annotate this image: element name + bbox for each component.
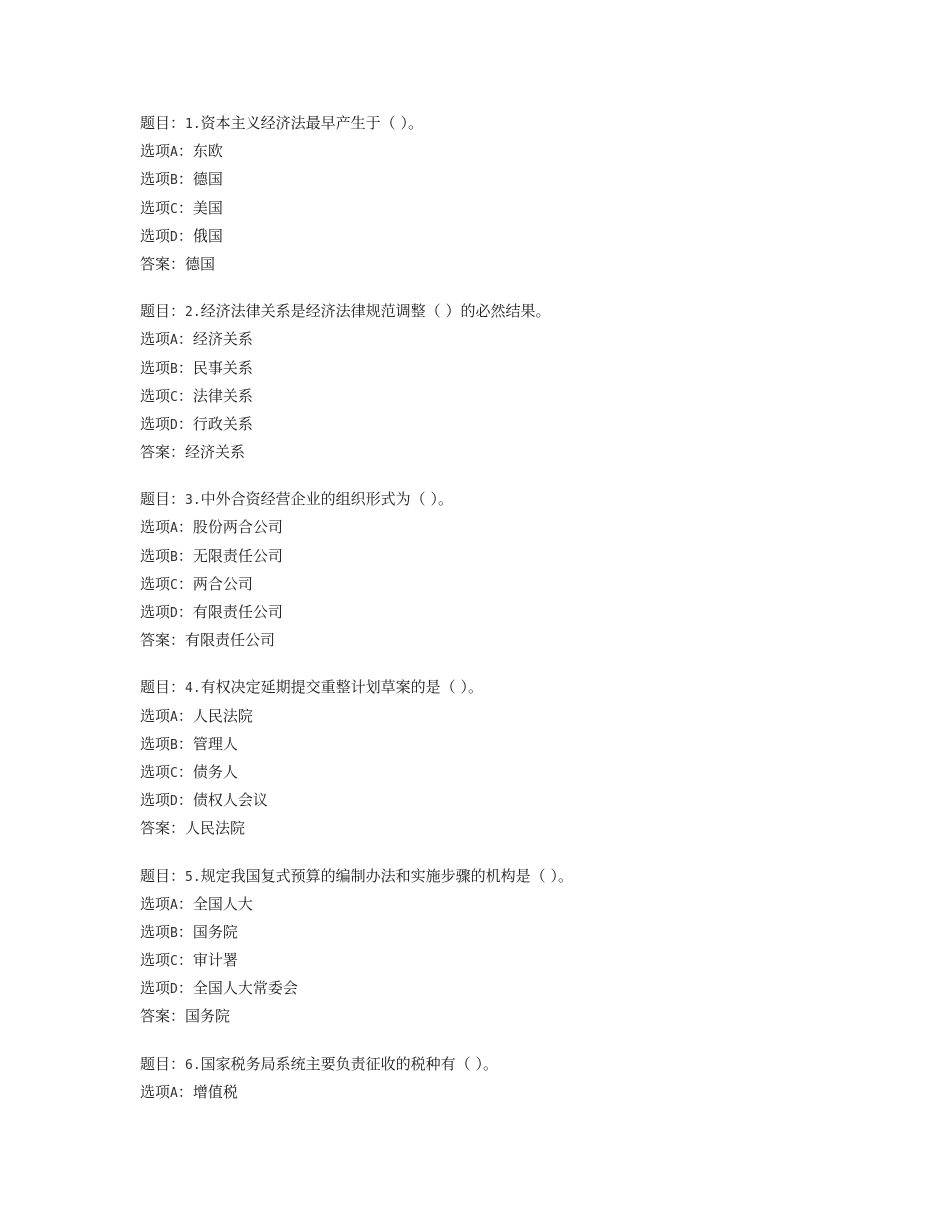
answer-line: [140, 1002, 900, 1030]
option-line: [140, 137, 900, 165]
answer-text: 德国: [185, 254, 216, 273]
option-line: [140, 890, 900, 918]
option-line: [140, 918, 900, 946]
option-colon: ：: [177, 922, 193, 941]
option-prefix: 选项: [140, 226, 171, 245]
question-text: 资本主义经济法最早产生于（ ）。: [200, 114, 423, 132]
option-text: 全国人大常委会: [192, 979, 298, 998]
answer-prefix: 答案：: [140, 443, 186, 462]
option-letter: C: [170, 765, 178, 781]
option-line: [140, 165, 900, 193]
question-line: [140, 109, 900, 137]
option-prefix: 选项: [140, 574, 171, 593]
question-number: 6.: [185, 1057, 201, 1073]
option-text: 全国人大: [192, 894, 253, 913]
option-colon: ：: [177, 386, 193, 405]
option-colon: ：: [177, 734, 193, 753]
question-number: 1.: [185, 117, 201, 132]
answer-text: 经济关系: [185, 443, 246, 462]
question-block: [140, 1050, 900, 1106]
option-colon: ：: [177, 198, 193, 217]
option-line: [140, 974, 900, 1002]
question-block: [140, 862, 900, 1031]
option-colon: ：: [177, 142, 193, 161]
option-line: [140, 325, 900, 353]
option-text: 法律关系: [192, 386, 253, 405]
option-prefix: 选项: [140, 198, 171, 217]
question-line: [140, 485, 900, 513]
option-letter: A: [170, 145, 178, 161]
answer-text: 人民法院: [185, 819, 246, 838]
question-text: 中外合资经营企业的组织形式为（ ）。: [200, 490, 453, 509]
option-letter: D: [170, 229, 178, 245]
option-text: 俄国: [192, 226, 223, 245]
option-prefix: 选项: [140, 414, 171, 433]
question-prefix: 题目：: [140, 114, 186, 132]
option-text: 增值税: [192, 1082, 238, 1101]
option-line: [140, 570, 900, 598]
question-prefix: 题目：: [140, 1054, 186, 1073]
option-letter: C: [170, 577, 178, 593]
option-text: 经济关系: [192, 330, 253, 349]
option-prefix: 选项: [140, 170, 171, 189]
option-colon: ：: [177, 979, 193, 998]
option-text: 债务人: [192, 762, 238, 781]
option-colon: ：: [177, 358, 193, 377]
option-colon: ：: [177, 546, 193, 565]
option-colon: ：: [177, 226, 193, 245]
question-prefix: 题目：: [140, 302, 186, 321]
option-colon: ：: [177, 791, 193, 810]
option-colon: ：: [177, 170, 193, 189]
option-text: 股份两合公司: [192, 518, 283, 537]
option-text: 国务院: [192, 922, 238, 941]
option-letter: D: [170, 982, 178, 998]
option-text: 债权人会议: [192, 791, 268, 810]
option-colon: ：: [177, 706, 193, 725]
option-letter: B: [170, 549, 178, 565]
question-line: [140, 1050, 900, 1078]
answer-text: 有限责任公司: [185, 631, 276, 650]
option-prefix: 选项: [140, 894, 171, 913]
option-text: 人民法院: [192, 706, 253, 725]
option-letter: D: [170, 606, 178, 621]
answer-prefix: 答案：: [140, 1007, 186, 1026]
option-letter: C: [170, 389, 178, 405]
option-prefix: 选项: [140, 762, 171, 781]
answer-prefix: 答案：: [140, 819, 186, 838]
option-text: 行政关系: [192, 414, 253, 433]
option-line: [140, 542, 900, 570]
option-prefix: 选项: [140, 922, 171, 941]
option-text: 东欧: [192, 142, 223, 161]
option-line: [140, 730, 900, 758]
question-number: 5.: [185, 869, 201, 885]
question-block: [140, 485, 900, 654]
option-colon: ：: [177, 894, 193, 913]
question-text: 规定我国复式预算的编制办法和实施步骤的机构是（ ）。: [200, 866, 573, 885]
option-colon: ：: [177, 518, 193, 537]
option-text: 无限责任公司: [192, 546, 283, 565]
option-line: [140, 194, 900, 222]
option-line: [140, 513, 900, 541]
option-prefix: 选项: [140, 330, 171, 349]
option-letter: C: [170, 201, 178, 217]
question-prefix: 题目：: [140, 678, 186, 697]
question-block: [140, 673, 900, 842]
option-prefix: 选项: [140, 518, 171, 537]
option-colon: ：: [177, 951, 193, 970]
option-letter: A: [170, 709, 178, 725]
option-line: [140, 702, 900, 730]
question-prefix: 题目：: [140, 866, 186, 885]
option-line: [140, 786, 900, 814]
question-line: [140, 673, 900, 701]
answer-line: [140, 250, 900, 278]
option-colon: ：: [177, 1082, 193, 1101]
option-colon: ：: [177, 574, 193, 593]
answer-prefix: 答案：: [140, 631, 186, 650]
answer-prefix: 答案：: [140, 254, 186, 273]
question-line: [140, 862, 900, 890]
option-line: [140, 598, 900, 626]
option-line: [140, 382, 900, 410]
option-text: 德国: [192, 170, 223, 189]
question-text: 有权决定延期提交重整计划草案的是（ ）。: [200, 678, 483, 697]
option-letter: A: [170, 897, 178, 913]
option-prefix: 选项: [140, 791, 171, 810]
question-line: [140, 297, 900, 325]
question-prefix: 题目：: [140, 490, 186, 509]
option-colon: ：: [177, 603, 193, 621]
option-letter: A: [170, 521, 178, 537]
option-letter: D: [170, 794, 178, 810]
option-text: 两合公司: [192, 574, 253, 593]
option-letter: B: [170, 737, 178, 753]
option-prefix: 选项: [140, 979, 171, 998]
answer-line: [140, 438, 900, 466]
question-text: 经济法律关系是经济法律规范调整（ ）的必然结果。: [200, 302, 551, 321]
option-prefix: 选项: [140, 546, 171, 565]
question-number: 4.: [185, 681, 201, 697]
option-line: [140, 758, 900, 786]
answer-line: [140, 626, 900, 654]
option-line: [140, 410, 900, 438]
option-line: [140, 354, 900, 382]
option-letter: C: [170, 954, 178, 970]
option-prefix: 选项: [140, 706, 171, 725]
option-prefix: 选项: [140, 386, 171, 405]
option-prefix: 选项: [140, 1082, 171, 1101]
option-letter: B: [170, 173, 178, 189]
document-body: [140, 109, 900, 1125]
option-prefix: 选项: [140, 142, 171, 161]
option-text: 有限责任公司: [192, 603, 283, 621]
option-text: 审计署: [192, 951, 238, 970]
answer-text: 国务院: [185, 1007, 231, 1026]
option-text: 民事关系: [192, 358, 253, 377]
option-text: 美国: [192, 198, 223, 217]
option-prefix: 选项: [140, 358, 171, 377]
option-letter: D: [170, 417, 178, 433]
answer-line: [140, 814, 900, 842]
question-block: [140, 109, 900, 278]
option-line: [140, 222, 900, 250]
question-number: 3.: [185, 493, 201, 509]
question-number: 2.: [185, 305, 201, 321]
option-colon: ：: [177, 330, 193, 349]
option-prefix: 选项: [140, 734, 171, 753]
question-text: 国家税务局系统主要负责征收的税种有（ ）。: [200, 1054, 498, 1073]
option-letter: B: [170, 361, 178, 377]
option-line: [140, 1078, 900, 1106]
option-colon: ：: [177, 762, 193, 781]
option-letter: A: [170, 333, 178, 349]
question-block: [140, 297, 900, 466]
option-prefix: 选项: [140, 603, 171, 621]
option-line: [140, 946, 900, 974]
option-letter: B: [170, 925, 178, 941]
option-prefix: 选项: [140, 951, 171, 970]
option-colon: ：: [177, 414, 193, 433]
option-text: 管理人: [192, 734, 238, 753]
option-letter: A: [170, 1085, 178, 1101]
